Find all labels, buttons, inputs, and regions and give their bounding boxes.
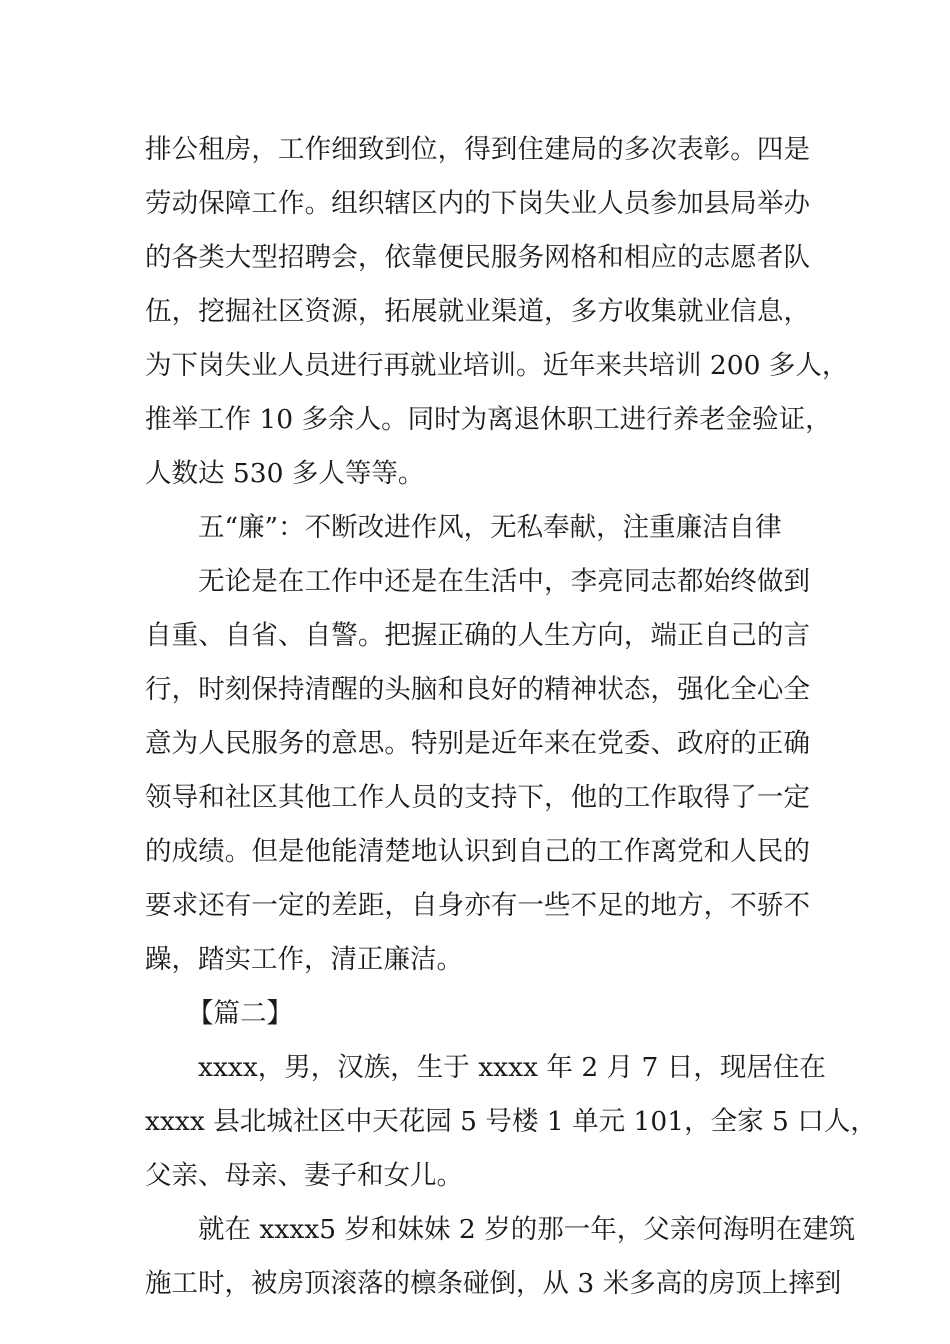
text-line: 自重、自省、自警。把握正确的人生方向，端正自己的言 xyxy=(145,620,810,651)
section-heading-integrity xyxy=(145,501,810,555)
section-label-part-two xyxy=(145,987,810,1041)
paragraph-labor-security xyxy=(145,123,849,501)
document-page xyxy=(145,123,877,1311)
heading-line: 【篇二】 xyxy=(187,998,293,1029)
text-line: 伍，挖掘社区资源，拓展就业渠道，多方收集就业信息， xyxy=(145,296,810,327)
paragraph-accident xyxy=(145,1203,856,1311)
text-line: 父亲、母亲、妻子和女儿。 xyxy=(145,1160,463,1191)
text-line: 施工时，被房顶滚落的檩条碰倒，从 3 米多高的房顶上摔到 xyxy=(145,1268,842,1299)
text-line: xxxx 县北城社区中天花园 5 号楼 1 单元 101，全家 5 口人， xyxy=(145,1106,877,1137)
text-line: 躁，踏实工作，清正廉洁。 xyxy=(145,944,463,975)
text-line: 为下岗失业人员进行再就业培训。近年来共培训 200 多人， xyxy=(145,350,849,381)
text-line: 领导和社区其他工作人员的支持下，他的工作取得了一定 xyxy=(145,782,810,813)
text-line: 人数达 530 多人等等。 xyxy=(145,458,425,489)
text-line: xxxx，男，汉族，生于 xxxx 年 2 月 7 日，现居住在 xyxy=(198,1052,826,1083)
text-line: 行，时刻保持清醒的头脑和良好的精神状态，强化全心全 xyxy=(145,674,810,705)
text-line: 劳动保障工作。组织辖区内的下岗失业人员参加县局举办 xyxy=(145,188,810,219)
text-line: 推举工作 10 多余人。同时为离退休职工进行养老金验证， xyxy=(145,404,832,435)
paragraph-profile xyxy=(145,1041,877,1203)
text-line: 无论是在工作中还是在生活中，李亮同志都始终做到 xyxy=(198,566,810,597)
text-line: 要求还有一定的差距，自身亦有一些不足的地方，不骄不 xyxy=(145,890,810,921)
text-line: 排公租房，工作细致到位，得到住建局的多次表彰。四是 xyxy=(145,134,810,165)
text-line: 就在 xxxx5 岁和妹妹 2 岁的那一年，父亲何海明在建筑 xyxy=(198,1214,856,1245)
text-line: 的各类大型招聘会，依靠便民服务网格和相应的志愿者队 xyxy=(145,242,810,273)
heading-line: 五“廉”：不断改进作风，无私奉献，注重廉洁自律 xyxy=(198,512,782,543)
text-line: 意为人民服务的意思。特别是近年来在党委、政府的正确 xyxy=(145,728,810,759)
paragraph-integrity xyxy=(145,555,810,987)
text-line: 的成绩。但是他能清楚地认识到自己的工作离党和人民的 xyxy=(145,836,810,867)
